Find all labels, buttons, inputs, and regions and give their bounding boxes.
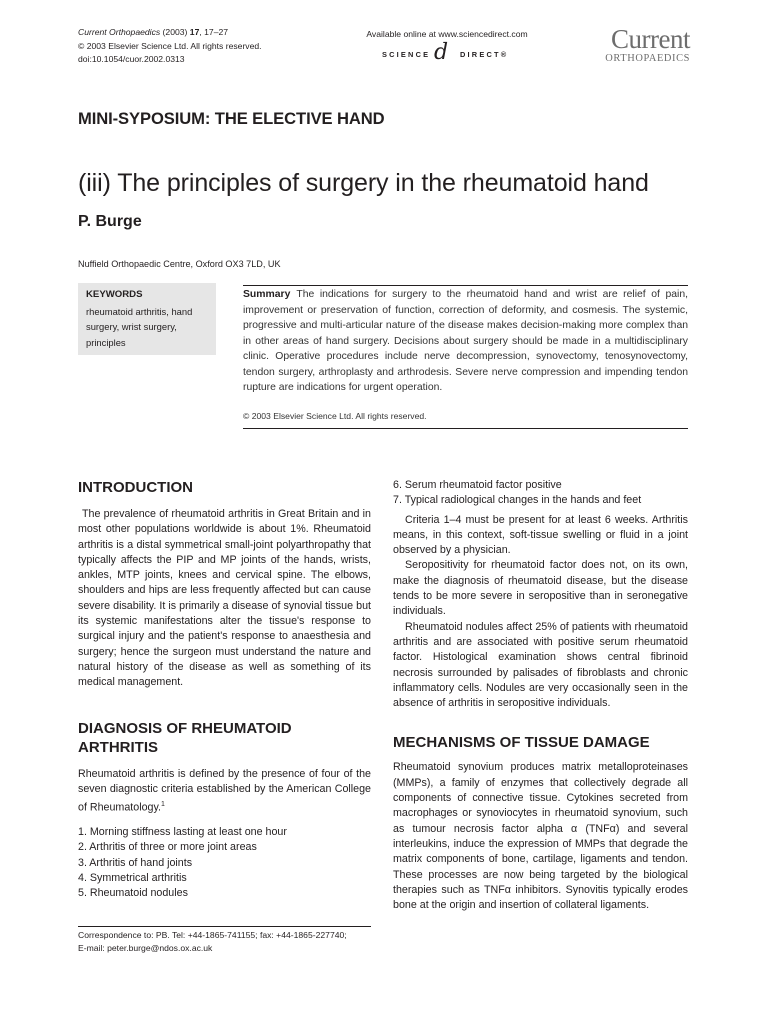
seropositivity-paragraph: Seropositivity for rheumatoid factor does not, on its own, make the diagnosis of rheumatoid disease, but the disease tends to be more severe in seropositive than in seronegative individuals.: [393, 559, 688, 618]
criterion-item: 3. Arthritis of hand joints: [78, 856, 193, 869]
article-title: (iii) The principles of surgery in the rheumatoid hand: [78, 169, 649, 197]
journal-citation: [78, 26, 262, 67]
reference-mark[interactable]: 1: [160, 801, 165, 809]
section-heading: MINI-SYPOSIUM: THE ELECTIVE HAND: [78, 109, 385, 128]
introduction-heading: INTRODUCTION: [78, 479, 193, 496]
summary-copyright: © 2003 Elsevier Science Ltd. All rights reserved.: [243, 411, 427, 421]
nodules-paragraph: Rheumatoid nodules affect 25% of patients with rheumatoid arthritis and are associated with positive serum rheumatoid factor. Histological examination shows central fibrinoid necrosis surrounded by palisades of fibroblasts and chronic inflammatory cells. Nodules are very occasionally seen in the absence of arthritis in seropositive individuals.: [393, 620, 688, 710]
footnote-rule: [78, 926, 371, 927]
doi[interactable]: doi:10.1054/cuor.2002.0313: [78, 54, 185, 65]
criterion-item: 5. Rheumatoid nodules: [78, 887, 188, 900]
footnote-line-1: Correspondence to: PB. Tel: +44-1865-741155; fax: +44-1865-227740;: [78, 930, 347, 940]
journal-brand-logo: [590, 25, 690, 65]
author: P. Burge: [78, 213, 142, 230]
summary-text: The indications for surgery to the rheumatoid hand and wrist are relief of pain, improvement or preservation of function, correction of deformity, and cosmesis. The systemic, progressive and multi-articular nature of the disease makes decision-making more complex than in other areas of hand surgery. Decisions about surgery should be made in a multidisciplinary clinic. Operative procedures include nerve decompression, synovectomy, tenosynovectomy, tendon surgery, arthroplasty and arthrodesis. Severe nerve compression and impending tendon rupture are indications for urgent operation.: [243, 289, 688, 393]
diagnosis-text: [78, 767, 371, 816]
criteria-paragraph: Criteria 1–4 must be present for at least 6 weeks. Arthritis means, in this context, soft-tissue swelling or fluid in a joint observed by a physician.: [393, 513, 688, 557]
keywords-box: [78, 283, 216, 355]
summary-bottom-rule: [243, 428, 688, 429]
mechanisms-heading: MECHANISMS OF TISSUE DAMAGE: [393, 734, 650, 752]
diagnosis-sentence: Rheumatoid arthritis is defined by the presence of four of the seven diagnostic criteria established by the American College of Rheumatology.: [78, 767, 371, 814]
introduction-text: The prevalence of rheumatoid arthritis in Great Britain and in most other populations worldwide is about 1%. Rheumatoid arthritis is a distal symmetrical small-joint polyarthropathy that typically affects the PIP and MP joints of the hands, wrists, ankles, MTP joints, knees and cervical spine. The elbows, shoulders and hips are less frequently affected but can cause severe disability. It is primarily a disease of synovial tissue but its systemic manifestations alter the tissue's response to surgical injury and the patient's response to anaesthesia and surgery; hence the surgeon must understand the nature and natural history of the disease as well as something of its medical management.: [78, 508, 371, 689]
diagnosis-heading: DIAGNOSIS OF RHEUMATOID ARTHRITIS: [78, 719, 292, 756]
brand-top: Current: [611, 24, 690, 54]
sd-word-right: DIRECT®: [460, 50, 509, 59]
criterion-item: 4. Symmetrical arthritis: [78, 871, 187, 884]
journal-name: Current Orthopaedics: [78, 27, 161, 37]
criteria-list-left: [78, 825, 371, 901]
criterion-item: 2. Arthritis of three or more joint areas: [78, 841, 257, 854]
keywords-heading: KEYWORDS: [86, 289, 143, 300]
available-online[interactable]: Available online at www.sciencedirect.com: [366, 29, 528, 39]
copyright-line: © 2003 Elsevier Science Ltd. All rights reserved.: [78, 40, 262, 51]
sciencedirect-logo: [382, 40, 542, 67]
affiliation: Nuffield Orthopaedic Centre, Oxford OX3 7LD, UK: [78, 259, 281, 269]
summary-heading: Summary: [243, 289, 291, 300]
volume: 17: [189, 27, 200, 37]
right-column: [393, 478, 688, 913]
summary: [243, 287, 688, 396]
citation-year: (2003): [160, 27, 190, 37]
sd-at-mark: d: [434, 40, 449, 65]
criterion-item: 7. Typical radiological changes in the hands and feet: [393, 494, 642, 507]
left-column: [78, 478, 371, 902]
summary-top-rule: [243, 285, 688, 286]
mechanisms-text: Rheumatoid synovium produces matrix metalloproteinases (MMPs), a family of enzymes that collectively degrade all components of connective tissue. Cytokines secreted from macrophages or synoviocytes in rheumatoid synovium, such as tumour necrosis factor alpha α (TNFα) and several interleukins, induce the expression of MMPs that degrade the matrix components of bone, cartilage, ligaments and tendon. These processes are now being targeted by the biological therapies such as TNFα inhibitors. Synovitis typically erodes bone at the origin and insertion of collateral ligaments.: [393, 761, 688, 912]
criterion-item: 1. Morning stiffness lasting at least one hour: [78, 826, 287, 839]
footnote-email[interactable]: E-mail: peter.burge@ndos.ox.ac.uk: [78, 943, 213, 954]
pages: , 17–27: [199, 27, 229, 37]
brand-bottom: ORTHOPAEDICS: [605, 53, 690, 64]
keywords-text: rheumatoid arthritis, hand surgery, wrist surgery, principles: [86, 306, 193, 348]
sd-word-left: SCIENCE: [382, 50, 431, 59]
correspondence-footnote: [78, 929, 378, 956]
criteria-list-right: [393, 478, 688, 509]
criterion-item: 6. Serum rheumatoid factor positive: [393, 479, 562, 491]
